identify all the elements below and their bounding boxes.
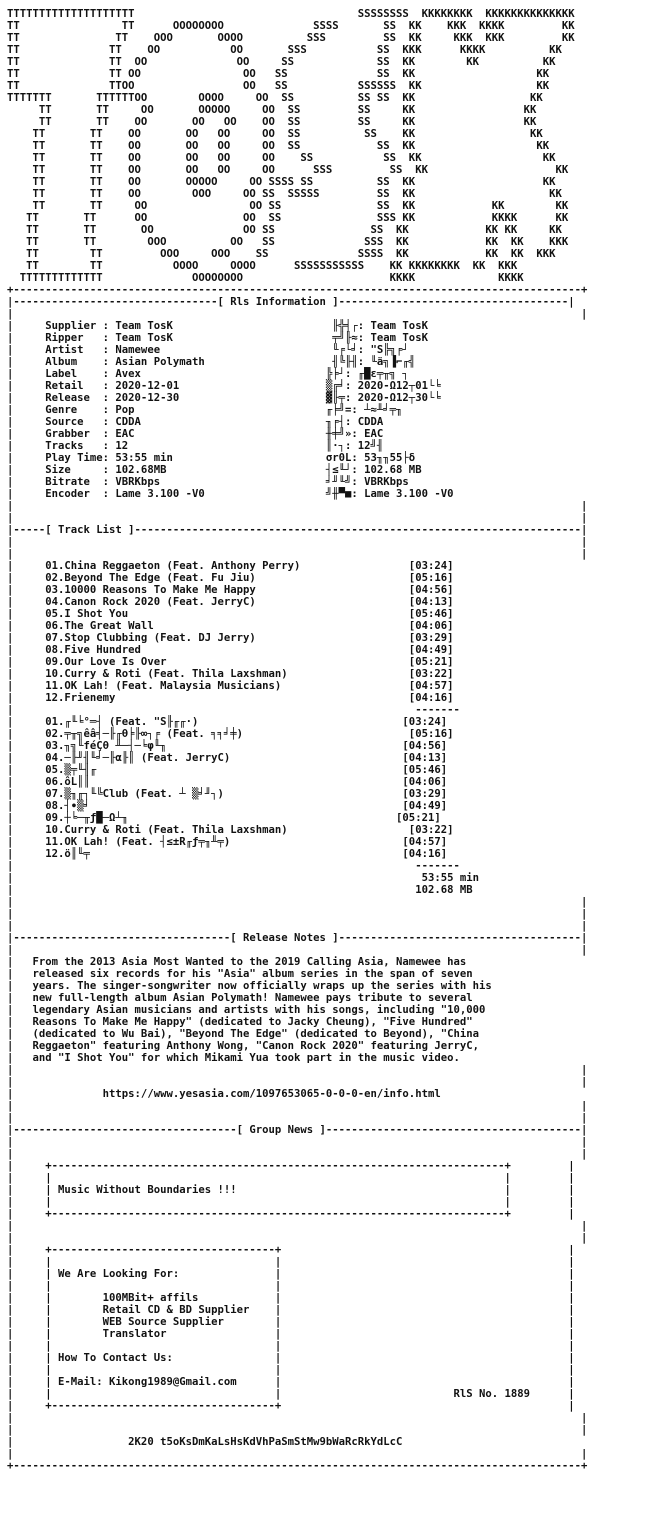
nfo-line: | | | |	[7, 1280, 575, 1292]
nfo-line: | and "I Shot You" for which Mikami Yua took part in the music video.	[7, 1052, 460, 1064]
nfo-line: | Label : Avex ╠╞┘: ╓█ε╤╥╗ ┐	[7, 368, 409, 380]
nfo-line: | 06.ôL║║ [04:06]	[7, 776, 448, 788]
nfo-line: | 07.Stop Clubbing (Feat. DJ Jerry) [03:29]	[7, 632, 454, 644]
nfo-line: | Size : 102.68MB ┤≤╙┘: 102.68 MB	[7, 464, 422, 476]
nfo-line: | |	[7, 548, 588, 560]
nfo-line: | 04.─╟╜╢╙╛─╟α╟║ (Feat. JerryC) [04:13]	[7, 752, 448, 764]
nfo-line: | -------	[7, 704, 460, 716]
nfo-line: TT TT OO OO SSS SS KKK KKKK KK	[7, 44, 562, 56]
nfo-line: | Reasons To Make Me Happy" (dedicated to Jacky Cheung), "Five Hundred"	[7, 1016, 473, 1028]
nfo-line: | 03.╖╗╙féÇθ ╨─┤─╘φ╙╖ [04:56]	[7, 740, 448, 752]
nfo-line: | Tracks : 12 ║·┐: 12╝╢	[7, 440, 384, 452]
nfo-line: +-----------------------------------------------------------------------------------------+	[7, 1460, 588, 1472]
nfo-line: | |	[7, 1412, 588, 1424]
nfo-line: | 09.Our Love Is Over [05:21]	[7, 656, 454, 668]
nfo-line: | |	[7, 1136, 588, 1148]
nfo-line: | Retail : 2020-12-01 ▒╔╛: 2020-Ω12┬01└╘	[7, 380, 441, 392]
nfo-line: | 01.China Reggaeton (Feat. Anthony Perry) [03:24]	[7, 560, 454, 572]
nfo-line: | |	[7, 1448, 588, 1460]
nfo-line: | | Translator | |	[7, 1328, 575, 1340]
nfo-line: | |	[7, 1424, 588, 1436]
nfo-line: TT TT OO OO SS SS KK KK	[7, 68, 550, 80]
nfo-line: | 08.Five Hundred [04:49]	[7, 644, 454, 656]
nfo-line: | |	[7, 500, 588, 512]
nfo-line: TT TT OOO OOO SS SSSS KK KK KK KKK	[7, 248, 556, 260]
nfo-line: TT TT OO OOOOO OO SSSS SS SS KK KK	[7, 176, 556, 188]
nfo-line: | |	[7, 1100, 588, 1112]
nfo-line: | 09.┼╘─╥ƒ█─Ω┴╖ [05:21]	[7, 812, 441, 824]
nfo-line: | 10.Curry & Roti (Feat. Thila Laxshman) [03:22]	[7, 824, 454, 836]
nfo-line: | |	[7, 1064, 588, 1076]
nfo-line: | |	[7, 944, 588, 956]
nfo-line: | +-----------------------------------+ |	[7, 1244, 575, 1256]
nfo-line: | |	[7, 512, 588, 524]
nfo-line: TTTTTTT TTTTTTOO OOOO OO SS SS SS KK KK	[7, 92, 543, 104]
nfo-line: | 11.OK Lah! (Feat. ┤≤±R╓ƒ╤╖╨╤) [04:57]	[7, 836, 448, 848]
nfo-line: | |	[7, 896, 588, 908]
nfo-line: | 12.Frienemy [04:16]	[7, 692, 454, 704]
nfo-line: | | | RlS No. 1889 |	[7, 1388, 575, 1400]
nfo-line: TT TT OOO OO SS SSS KK KK KK KKK	[7, 236, 569, 248]
nfo-line: TTTTTTTTTTTTTTTTTTTT SSSSSSSS KKKKKKKK KKKKKKKKKKKKKK	[7, 8, 575, 20]
nfo-line: | | | |	[7, 1256, 575, 1268]
nfo-line: | 08.┤∙▒╛ [04:49]	[7, 800, 448, 812]
nfo-line: | | E-Mail: Kikong1989@Gmail.com | |	[7, 1376, 575, 1388]
nfo-line: TT TT OO OOO OO SS SSSSS SS KK KK	[7, 188, 562, 200]
nfo-line: | legendary Asian musicians and artists with his songs, including "10,000	[7, 1004, 486, 1016]
nfo-line: TT TT OO OO OO OO SS SS KK KK	[7, 140, 550, 152]
nfo-line: | Play Time: 53:55 min σr0L: 53╖╖55├δ	[7, 452, 416, 464]
nfo-line: TT TTOO OO SS SSSSSS KK KK	[7, 80, 550, 92]
nfo-line: | |	[7, 308, 588, 320]
nfo-line: | |	[7, 1232, 588, 1244]
nfo-line: | | We Are Looking For: | |	[7, 1268, 575, 1280]
nfo-line: | From the 2013 Asia Most Wanted to the 2019 Calling Asia, Namewee has	[7, 956, 467, 968]
nfo-line: TT TT OO OOOOO OO SS SS KK KK	[7, 104, 537, 116]
nfo-line: | |	[7, 1220, 588, 1232]
nfo-line: | | How To Contact Us: | |	[7, 1352, 575, 1364]
nfo-line: | |	[7, 536, 588, 548]
nfo-line: TT TT OOOOOOOO SSSS SS KK KKK KKKK KK	[7, 20, 575, 32]
nfo-line: | (dedicated to Wu Bai), "Beyond The Edge" (dedicated to Beyond), "China	[7, 1028, 479, 1040]
nfo-line: | |	[7, 1148, 588, 1160]
nfo-line: | Supplier : Team TosK ╟╬╡┌: Team TosK	[7, 320, 428, 332]
nfo-line: | 06.The Great Wall [04:06]	[7, 620, 454, 632]
nfo-line: | Source : CDDA ╖╒┤: CDDA	[7, 416, 384, 428]
nfo-line: |----------------------------------[ Release Notes ]--------------------------------------|	[7, 932, 588, 944]
nfo-line: | Release : 2020-12-30 ▓╟╤: 2020-Ω12┬30└╘	[7, 392, 441, 404]
nfo-line: | 03.10000 Reasons To Make Me Happy [04:56]	[7, 584, 454, 596]
nfo-line: | -------	[7, 860, 460, 872]
nfo-line: +-----------------------------------------------------------------------------------------+	[7, 284, 588, 296]
nfo-line: | Genre : Pop ╓╞╝=: ┴≈╨╛╤╖	[7, 404, 403, 416]
nfo-line: | Reggaeton" featuring Anthony Wong, "Canon Rock 2020" featuring JerryC,	[7, 1040, 479, 1052]
nfo-line: | Encoder : Lame 3.100 -V0 ╝╫▀■: Lame 3.100 -V0	[7, 488, 454, 500]
nfo-line: TT TT OO OO OO OO SS SS KK KK	[7, 116, 537, 128]
nfo-line: | |	[7, 1076, 588, 1088]
nfo-line: | Album : Asian Polymath ╢╚╟╢: ╙ä╗▐⌐╓╣	[7, 356, 416, 368]
nfo-line: | 2K20 t5oKsDmKaLsHsKdVhPaSmStMw9bWaRcRkYdLcC	[7, 1436, 403, 1448]
nfo-line: | new full-length album Asian Polymath! Namewee pays tribute to several	[7, 992, 473, 1004]
nfo-line: | +-----------------------------------------------------------------------+ |	[7, 1160, 575, 1172]
nfo-line: | Artist : Namewee ╙╒└╛: "S╠╗╒┘	[7, 344, 409, 356]
nfo-line: | +-----------------------------------+ |	[7, 1400, 575, 1412]
nfo-line: | 53:55 min	[7, 872, 479, 884]
nfo-line: TT TT OOO OOOO SSS SS KK KKK KKK KK	[7, 32, 575, 44]
nfo-line: | | Music Without Boundaries !!! | |	[7, 1184, 575, 1196]
nfo-line: |-----[ Track List ]----------------------------------------------------------------------|	[7, 524, 588, 536]
nfo-line: | +-----------------------------------------------------------------------+ |	[7, 1208, 575, 1220]
nfo-line: | 102.68 MB	[7, 884, 473, 896]
nfo-line: | | | |	[7, 1364, 575, 1376]
nfo-line: | Bitrate : VBRKbps ╛╜╙╝: VBRKbps	[7, 476, 409, 488]
nfo-line: | 12.ö║╙╤ [04:16]	[7, 848, 448, 860]
nfo-line: |-----------------------------------[ Group News ]----------------------------------------|	[7, 1124, 588, 1136]
nfo-line: | 02.╤╥╗êâ╡─╟╓θ╞╟∞┐╒ (Feat. ╕╕╛╪) [05:16]	[7, 728, 454, 740]
nfo-line: | https://www.yesasia.com/1097653065-0-0-0-en/info.html	[7, 1088, 441, 1100]
nfo-line: | 04.Canon Rock 2020 (Feat. JerryC) [04:13]	[7, 596, 454, 608]
nfo-line: |--------------------------------[ Rls Information ]------------------------------------|	[7, 296, 575, 308]
nfo-line: | 01.╓╙╘°═┤ (Feat. "S╟╓╓·) [03:24]	[7, 716, 448, 728]
nfo-line: TT TT OO OO SS SS KK KK KK	[7, 200, 569, 212]
nfo-line: | | WEB Source Supplier | |	[7, 1316, 575, 1328]
nfo-line: TT TT OO OO SS SS KK KK KK	[7, 56, 556, 68]
nfo-line: | Grabber : EAC ╫╪╝»: EAC	[7, 428, 384, 440]
nfo-line: | | | |	[7, 1172, 575, 1184]
nfo-line: TT TT OO OO SS SS KK KK KK KK	[7, 224, 562, 236]
nfo-line: | |	[7, 920, 588, 932]
nfo-line: | 10.Curry & Roti (Feat. Thila Laxshman) [03:22]	[7, 668, 454, 680]
nfo-line: | | | |	[7, 1196, 575, 1208]
nfo-line: | |	[7, 1112, 588, 1124]
nfo-line: | 07.▒╖╓┐╙╚Club (Feat. ┴ ▒╛╜┐) [03:29]	[7, 788, 448, 800]
nfo-line: | 05.I Shot You [05:46]	[7, 608, 454, 620]
nfo-line: TT TT OOOO OOOO SSSSSSSSSSS KK KKKKKKKK KK KKK	[7, 260, 518, 272]
nfo-line: | years. The singer-songwriter now officially wraps up the series with his	[7, 980, 492, 992]
nfo-line: TTTTTTTTTTTTT OOOOOOOO KKKK KKKK	[7, 272, 524, 284]
nfo-line: | | Retail CD & BD Supplier | |	[7, 1304, 575, 1316]
nfo-line: TT TT OO OO OO OO SS SS KK KK	[7, 152, 556, 164]
nfo-line: TT TT OO OO OO OO SSS SS KK KK	[7, 164, 569, 176]
nfo-line: | 02.Beyond The Edge (Feat. Fu Jiu) [05:16]	[7, 572, 454, 584]
nfo-line: | 05.▒╤╙╢╓ [05:46]	[7, 764, 448, 776]
nfo-line: | released six records for his "Asia" album series in the span of seven	[7, 968, 473, 980]
nfo-line: | 11.OK Lah! (Feat. Malaysia Musicians) [04:57]	[7, 680, 454, 692]
nfo-line: | |	[7, 908, 588, 920]
nfo-line: | | | |	[7, 1340, 575, 1352]
nfo-line: TT TT OO OO SS SSS KK KKKK KK	[7, 212, 569, 224]
nfo-line: TT TT OO OO OO OO SS SS KK KK	[7, 128, 543, 140]
nfo-line: | | 100MBit+ affils | |	[7, 1292, 575, 1304]
nfo-line: | Ripper : Team TosK ╤╝╟≈: Team TosK	[7, 332, 428, 344]
